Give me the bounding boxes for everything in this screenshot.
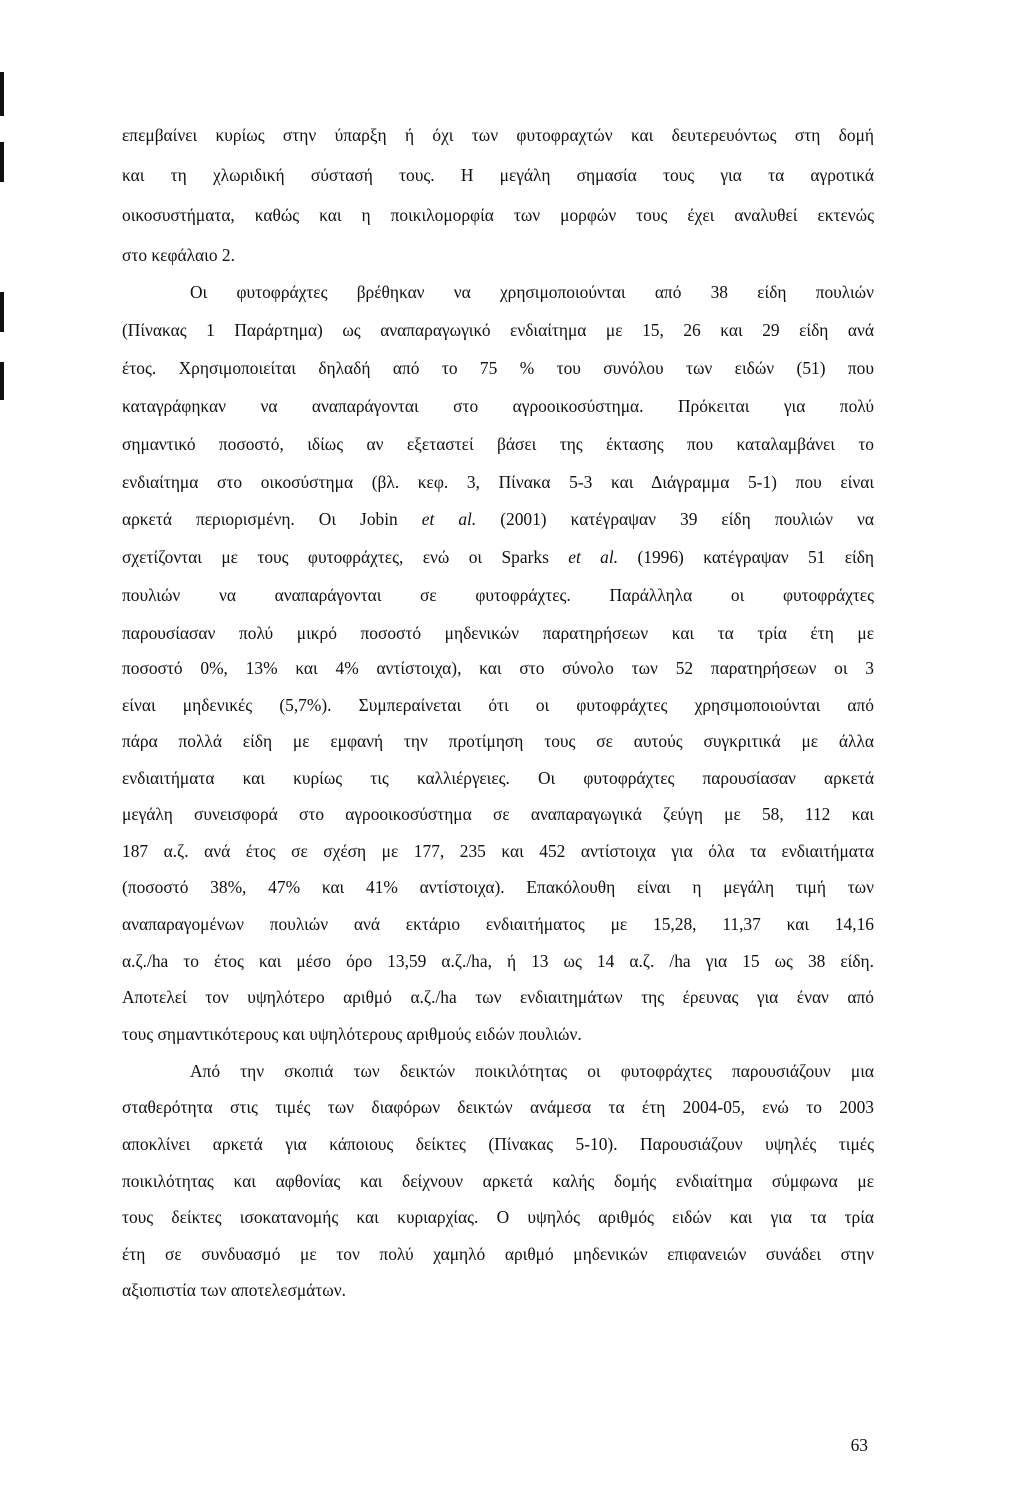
text-line: Οι φυτοφράχτες βρέθηκαν να χρησιμοποιούνται από 38 είδη πουλιών <box>190 282 874 302</box>
scan-edge-mark <box>0 142 4 182</box>
text-line: αρκετά περιορισμένη. Οι Jobin et al. (2001) κατέγραψαν 39 είδη πουλιών να <box>122 509 874 529</box>
text-line: πάρα πολλά είδη με εμφανή την προτίμηση τους σε αυτούς συγκριτικά με άλλα <box>122 731 874 751</box>
text-line: στο κεφάλαιο 2. <box>122 245 235 265</box>
text-line: Αποτελεί τον υψηλότερο αριθμό α.ζ./ha των ενδιαιτημάτων της έρευνας για έναν από <box>122 987 874 1007</box>
text-line: σχετίζονται με τους φυτοφράχτες, ενώ οι Sparks et al. (1996) κατέγραψαν 51 είδη <box>122 547 874 567</box>
text-line: μεγάλη συνεισφορά στο αγροοικοσύστημα σε αναπαραγωγικά ζεύγη με 58, 112 και <box>122 804 874 824</box>
text-line: παρουσίασαν πολύ μικρό ποσοστό μηδενικών παρατηρήσεων και τα τρία έτη με <box>122 623 874 643</box>
scan-edge-mark <box>0 292 4 332</box>
text-line: τους δείκτες ισοκατανομής και κυριαρχίας. Ο υψηλός αριθμός ειδών και για τα τρία <box>122 1207 874 1227</box>
text-line: 187 α.ζ. ανά έτος σε σχέση με 177, 235 και 452 αντίστοιχα για όλα τα ενδιαιτήματα <box>122 841 874 861</box>
text-line: αναπαραγομένων πουλιών ανά εκτάριο ενδιαιτήματος με 15,28, 11,37 και 14,16 <box>122 914 874 934</box>
text-line: είναι μηδενικές (5,7%). Συμπεραίνεται ότι οι φυτοφράχτες χρησιμοποιούνται από <box>122 695 874 715</box>
text-line: έτη σε συνδυασμό με τον πολύ χαμηλό αριθμό μηδενικών επιφανειών συνάδει στην <box>122 1244 874 1264</box>
text-line: Από την σκοπιά των δεικτών ποικιλότητας οι φυτοφράχτες παρουσιάζουν μια <box>190 1061 874 1081</box>
text-line: ποικιλότητας και αφθονίας και δείχνουν αρκετά καλής δομής ενδιαίτημα σύμφωνα με <box>122 1171 874 1191</box>
text-line: καταγράφηκαν να αναπαράγονται στο αγροοικοσύστημα. Πρόκειται για πολύ <box>122 396 874 416</box>
text-line: και τη χλωριδική σύστασή τους. Η μεγάλη σημασία τους για τα αγροτικά <box>122 165 874 185</box>
text-line: ενδιαίτημα στο οικοσύστημα (βλ. κεφ. 3, Πίνακα 5-3 και Διάγραμμα 5-1) που είναι <box>122 472 874 492</box>
page-number: 63 <box>850 1435 868 1455</box>
text-line: ενδιαιτήματα και κυρίως τις καλλιέργειες. Οι φυτοφράχτες παρουσίασαν αρκετά <box>122 768 874 788</box>
text-line: επεμβαίνει κυρίως στην ύπαρξη ή όχι των φυτοφραχτών και δευτερευόντως στη δομή <box>122 125 874 145</box>
text-line: (ποσοστό 38%, 47% και 41% αντίστοιχα). Επακόλουθη είναι η μεγάλη τιμή των <box>122 877 874 897</box>
text-line: ποσοστό 0%, 13% και 4% αντίστοιχα), και στο σύνολο των 52 παρατηρήσεων οι 3 <box>122 658 874 678</box>
text-line: σημαντικό ποσοστό, ιδίως αν εξεταστεί βάσει της έκτασης που καταλαμβάνει το <box>122 434 874 454</box>
text-line: οικοσυστήματα, καθώς και η ποικιλομορφία των μορφών τους έχει αναλυθεί εκτενώς <box>122 205 874 225</box>
text-line: τους σημαντικότερους και υψηλότερους αριθμούς ειδών πουλιών. <box>122 1024 582 1044</box>
text-line: έτος. Χρησιμοποιείται δηλαδή από το 75 % του συνόλου των ειδών (51) που <box>122 358 874 378</box>
text-line: αξιοπιστία των αποτελεσμάτων. <box>122 1280 346 1300</box>
text-line: (Πίνακας 1 Παράρτημα) ως αναπαραγωγικό ενδιαίτημα με 15, 26 και 29 είδη ανά <box>122 320 874 340</box>
scan-edge-mark <box>0 72 4 116</box>
text-line: α.ζ./ha το έτος και μέσο όρο 13,59 α.ζ./ha, ή 13 ως 14 α.ζ. /ha για 15 ως 38 είδη. <box>122 951 874 971</box>
text-line: σταθερότητα στις τιμές των διαφόρων δεικτών ανάμεσα τα έτη 2004-05, ενώ το 2003 <box>122 1097 874 1117</box>
text-line: πουλιών να αναπαράγονται σε φυτοφράχτες. Παράλληλα οι φυτοφράχτες <box>122 585 874 605</box>
text-line: αποκλίνει αρκετά για κάποιους δείκτες (Πίνακας 5-10). Παρουσιάζουν υψηλές τιμές <box>122 1134 874 1154</box>
scan-edge-mark <box>0 362 4 400</box>
